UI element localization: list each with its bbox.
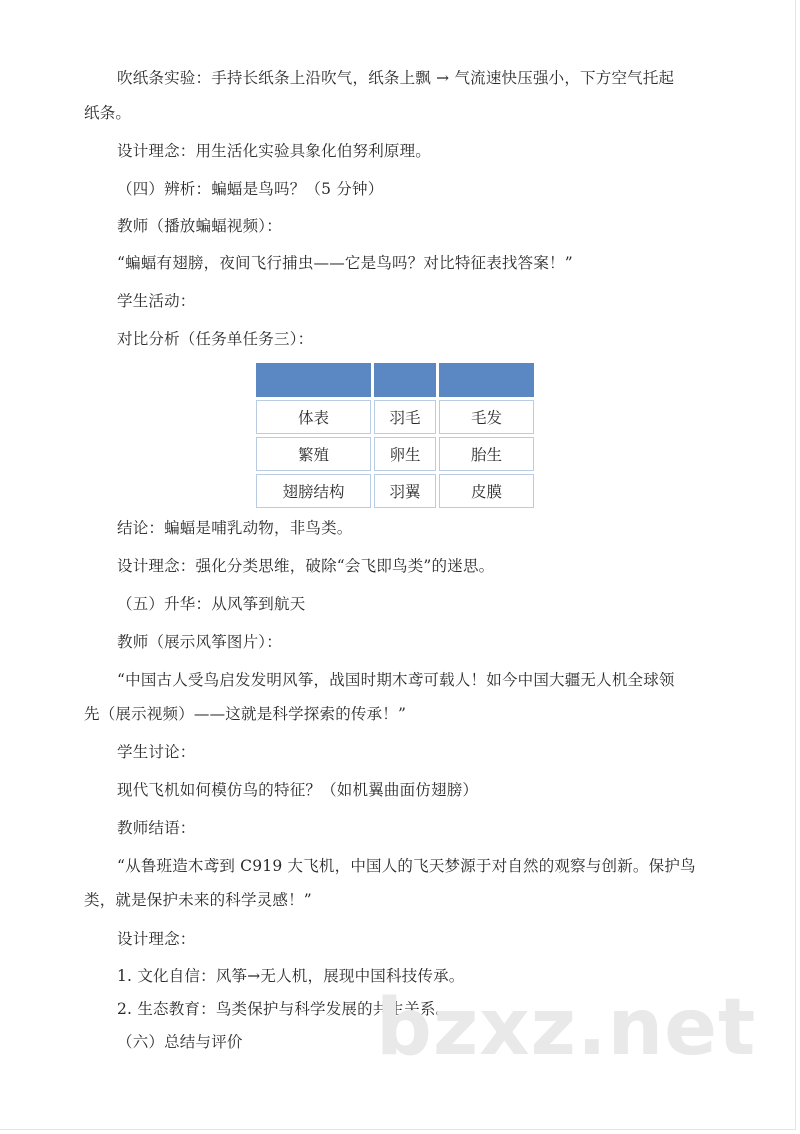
paragraph-experiment: 吹纸条实验：手持长纸条上沿吹气，纸条上飘 → 气流速快压强小，下方空气托起 bbox=[117, 69, 675, 87]
table-header-cell bbox=[256, 363, 371, 397]
design-concept-2: 设计理念：强化分类思维，破除“会飞即鸟类”的迷思。 bbox=[117, 557, 495, 575]
design-concept-3-label: 设计理念： bbox=[117, 930, 196, 948]
table-cell: 繁殖 bbox=[256, 437, 371, 471]
watermark: bzxz.net bbox=[376, 983, 757, 1073]
table-header-cell bbox=[439, 363, 534, 397]
table-row bbox=[256, 437, 534, 471]
teacher-label: 教师（播放蝙蝠视频）： bbox=[117, 217, 282, 235]
discussion-question: 现代飞机如何模仿鸟的特征？（如机翼曲面仿翅膀） bbox=[117, 781, 479, 799]
student-discussion-label: 学生讨论： bbox=[117, 743, 196, 761]
teacher-quote: “蝙蝠有翅膀，夜间飞行捕虫——它是鸟吗？对比特征表找答案！” bbox=[117, 254, 573, 272]
table-cell: 体表 bbox=[256, 400, 371, 434]
teacher-quote-2: “中国古人受鸟启发发明风筝，战国时期木鸢可载人！如今中国大疆无人机全球领 bbox=[117, 671, 675, 689]
table-cell: 羽毛 bbox=[374, 400, 436, 434]
table-row bbox=[256, 400, 534, 434]
table-header-row bbox=[256, 363, 534, 397]
table-cell: 羽翼 bbox=[374, 474, 436, 508]
page-edge bbox=[0, 1129, 796, 1130]
student-activity-label: 学生活动： bbox=[117, 292, 196, 310]
section-heading-6: （六）总结与评价 bbox=[117, 1033, 243, 1051]
design-concept-item-2: 2. 生态教育：鸟类保护与科学发展的共生关系。 bbox=[117, 1000, 452, 1018]
conclusion: 结论：蝙蝠是哺乳动物，非鸟类。 bbox=[117, 519, 353, 537]
paragraph-experiment-cont: 纸条。 bbox=[84, 104, 132, 122]
comparison-table bbox=[253, 360, 537, 511]
teacher-closing-quote-cont: 类，就是保护未来的科学灵感！” bbox=[84, 891, 312, 909]
teacher-quote-2-cont: 先（展示视频）——这就是科学探索的传承！” bbox=[84, 705, 407, 723]
table-cell: 毛发 bbox=[439, 400, 534, 434]
table-cell: 胎生 bbox=[439, 437, 534, 471]
teacher-closing-quote: “从鲁班造木鸢到 C919 大飞机，中国人的飞天梦源于对自然的观察与创新。保护鸟 bbox=[117, 857, 696, 875]
comparison-intro: 对比分析（任务单任务三）： bbox=[117, 330, 314, 348]
design-concept-1: 设计理念：用生活化实验具象化伯努利原理。 bbox=[117, 142, 432, 160]
table-header-cell bbox=[374, 363, 436, 397]
table-cell: 翅膀结构 bbox=[256, 474, 371, 508]
section-heading-4: （四）辨析：蝙蝠是鸟吗？（5 分钟） bbox=[117, 180, 384, 198]
page-edge bbox=[795, 0, 796, 1130]
teacher-closing-label: 教师结语： bbox=[117, 819, 196, 837]
table-row bbox=[256, 474, 534, 508]
section-heading-5: （五）升华：从风筝到航天 bbox=[117, 595, 306, 613]
teacher-label-2: 教师（展示风筝图片）： bbox=[117, 633, 282, 651]
table-cell: 卵生 bbox=[374, 437, 436, 471]
table-cell: 皮膜 bbox=[439, 474, 534, 508]
design-concept-item-1: 1. 文化自信：风筝→无人机，展现中国科技传承。 bbox=[117, 967, 465, 985]
